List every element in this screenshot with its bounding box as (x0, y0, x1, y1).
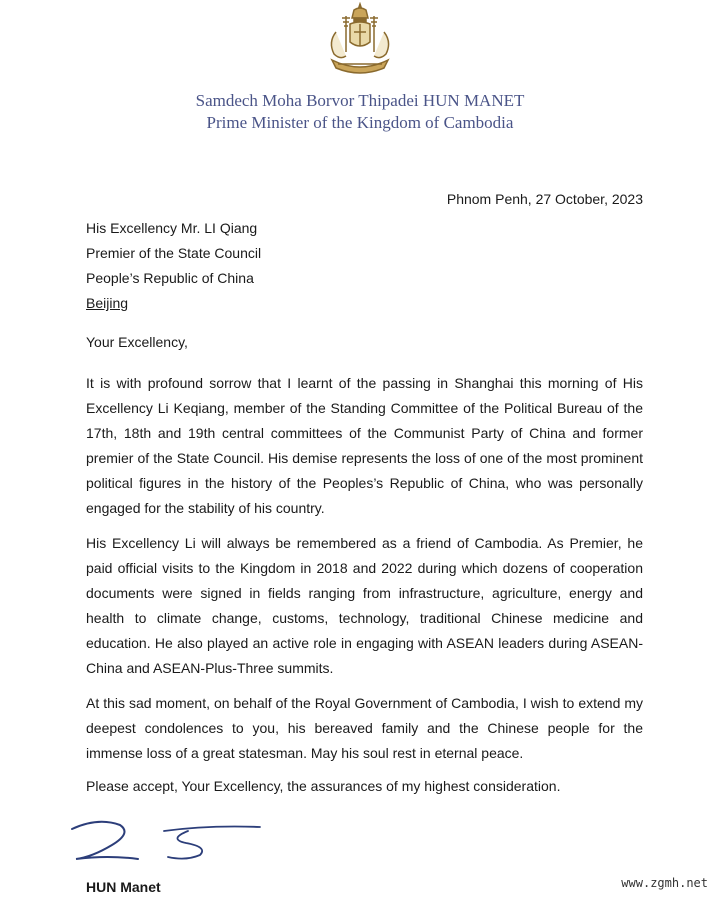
recipient-city: Beijing (86, 295, 129, 311)
watermark: www.zgmh.net (621, 876, 708, 890)
body-paragraph: His Excellency Li will always be remembered as a friend of Cambodia. As Premier, he paid official visits to the Kingdom in 2018 and 2022 during which dozens of cooperation documents were signed in fields ranging from infrastructure, agriculture, energy and health to climate change, customs, technology, traditional Chinese medicine and education. He also played an active role in engaging with ASEAN leaders during ASEAN-China and ASEAN-Plus-Three summits. (86, 535, 643, 676)
recipient-line-name: His Excellency Mr. LI Qiang (86, 220, 258, 236)
letter-date: Phnom Penh, 27 October, 2023 (446, 191, 643, 207)
closing-line: Please accept, Your Excellency, the assurances of my highest consideration. (86, 778, 561, 794)
letter-body (86, 371, 643, 776)
cambodia-royal-coat-of-arms-icon (318, 2, 402, 78)
salutation: Your Excellency, (86, 334, 188, 350)
handwritten-signature-icon (68, 815, 268, 867)
body-paragraph: At this sad moment, on behalf of the Royal Government of Cambodia, I wish to extend my deepest condolences to you, his bereaved family and the Chinese people for the immense loss of a great statesman. May his soul rest in eternal peace. (86, 695, 643, 761)
recipient-line-title: Premier of the State Council (86, 245, 262, 261)
sender-title: Prime Minister of the Kingdom of Cambodia (206, 113, 514, 132)
letterhead (0, 90, 720, 134)
sender-name: Samdech Moha Borvor Thipadei HUN MANET (195, 91, 525, 110)
recipient-line-country: People’s Republic of China (86, 270, 254, 286)
signer-name: HUN Manet (86, 879, 161, 895)
body-paragraph: It is with profound sorrow that I learnt of the passing in Shanghai this morning of His Excellency Li Keqiang, member of the Standing Committee of the Political Bureau of the 17th, 18th and 19th central committees of the Communist Party of China and former premier of the State Council. His demise represents the loss of one of the most prominent political figures in the history of the Peoples’s Republic of China, who was personally engaged for the stability of his country. (86, 375, 643, 516)
recipient-address (86, 216, 261, 316)
